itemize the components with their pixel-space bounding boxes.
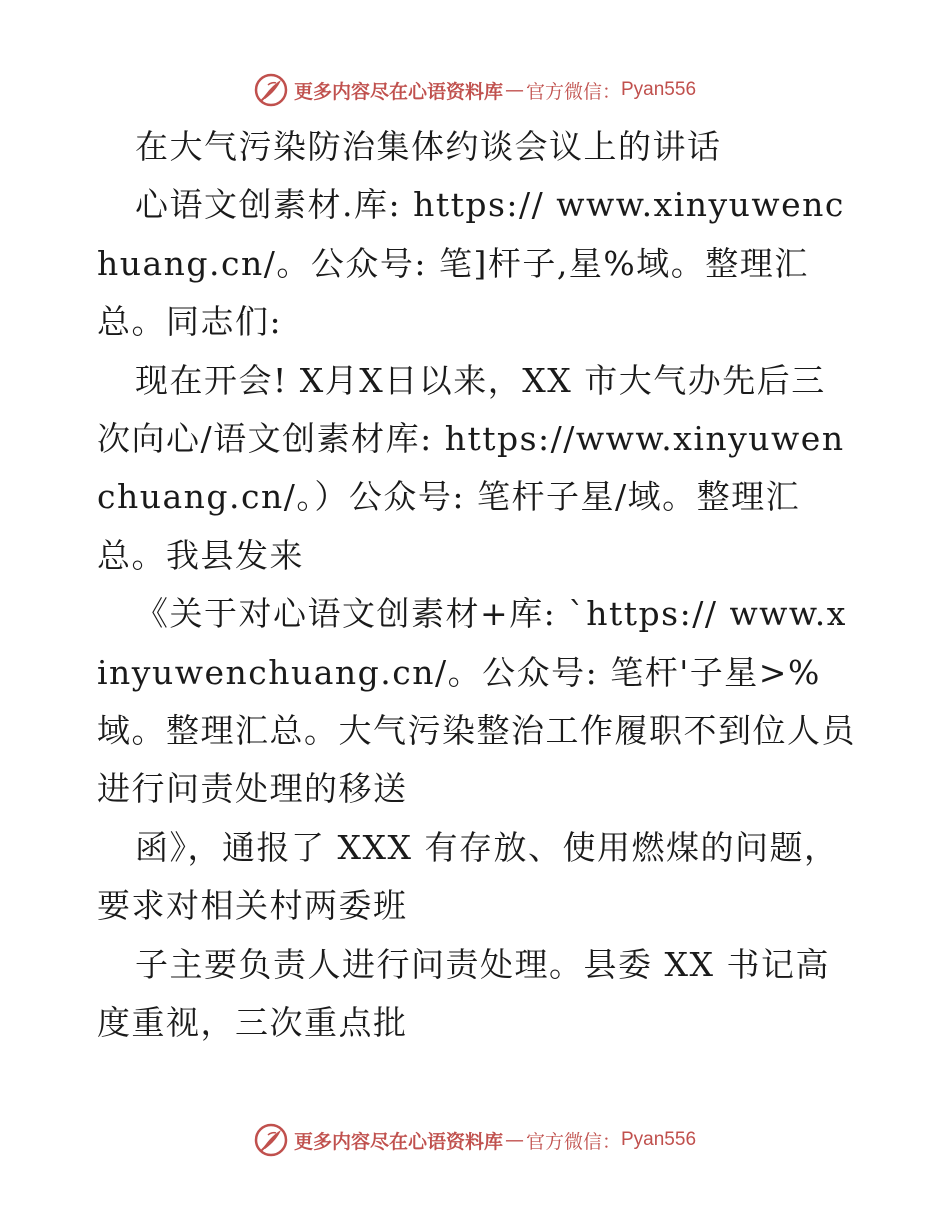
document-title: 在大气污染防治集体约谈会议上的讲话 <box>135 127 722 166</box>
paragraph-4: 函》，通报了 XXX 有存放、使用燃煤的问题，要求对相关村两委班 <box>97 827 839 926</box>
paragraph-5: 子主要负责人进行问责处理。县委 XX 书记高度重视，三次重点批 <box>97 944 830 1043</box>
banner-wechat-handle: Pyan556 <box>621 79 697 100</box>
paragraph-1: 心语文创素材.库: https:// www.xinyuwenchuang.cn/。公众号: 笔]杆子,星%域。整理汇总。同志们: <box>97 185 845 342</box>
header-watermark <box>0 70 950 110</box>
paragraph-3: 《关于对心语文创素材+库: `https:// www.xinyuwenchuang.cn/。公众号: 笔杆'子星>%域。整理汇总。大气污染整治工作履职不到位人员进行问责处理的移送 <box>97 594 856 809</box>
footer-watermark <box>0 1120 950 1160</box>
quill-pen-logo-icon <box>254 73 288 107</box>
paragraph-2: 现在开会! X月X日以来，XX 市大气办先后三次向心/语文创素材库: https://www.xinyuwenchuang.cn/。）公众号: 笔杆子星/域。整理汇总。我县发来 <box>97 360 845 575</box>
banner-lead-text: 更多内容尽在心语资料库 <box>293 1130 503 1153</box>
banner-lead-text: 更多内容尽在心语资料库 <box>293 80 503 103</box>
banner-wechat-handle: Pyan556 <box>621 1129 697 1150</box>
banner-wechat-label: 官方微信： <box>525 80 621 103</box>
banner-dash: — <box>504 79 524 101</box>
banner-dash: — <box>504 1129 524 1151</box>
document-body <box>97 118 857 1053</box>
banner-wechat-label: 官方微信： <box>525 1130 621 1153</box>
quill-pen-logo-icon <box>254 1123 288 1157</box>
